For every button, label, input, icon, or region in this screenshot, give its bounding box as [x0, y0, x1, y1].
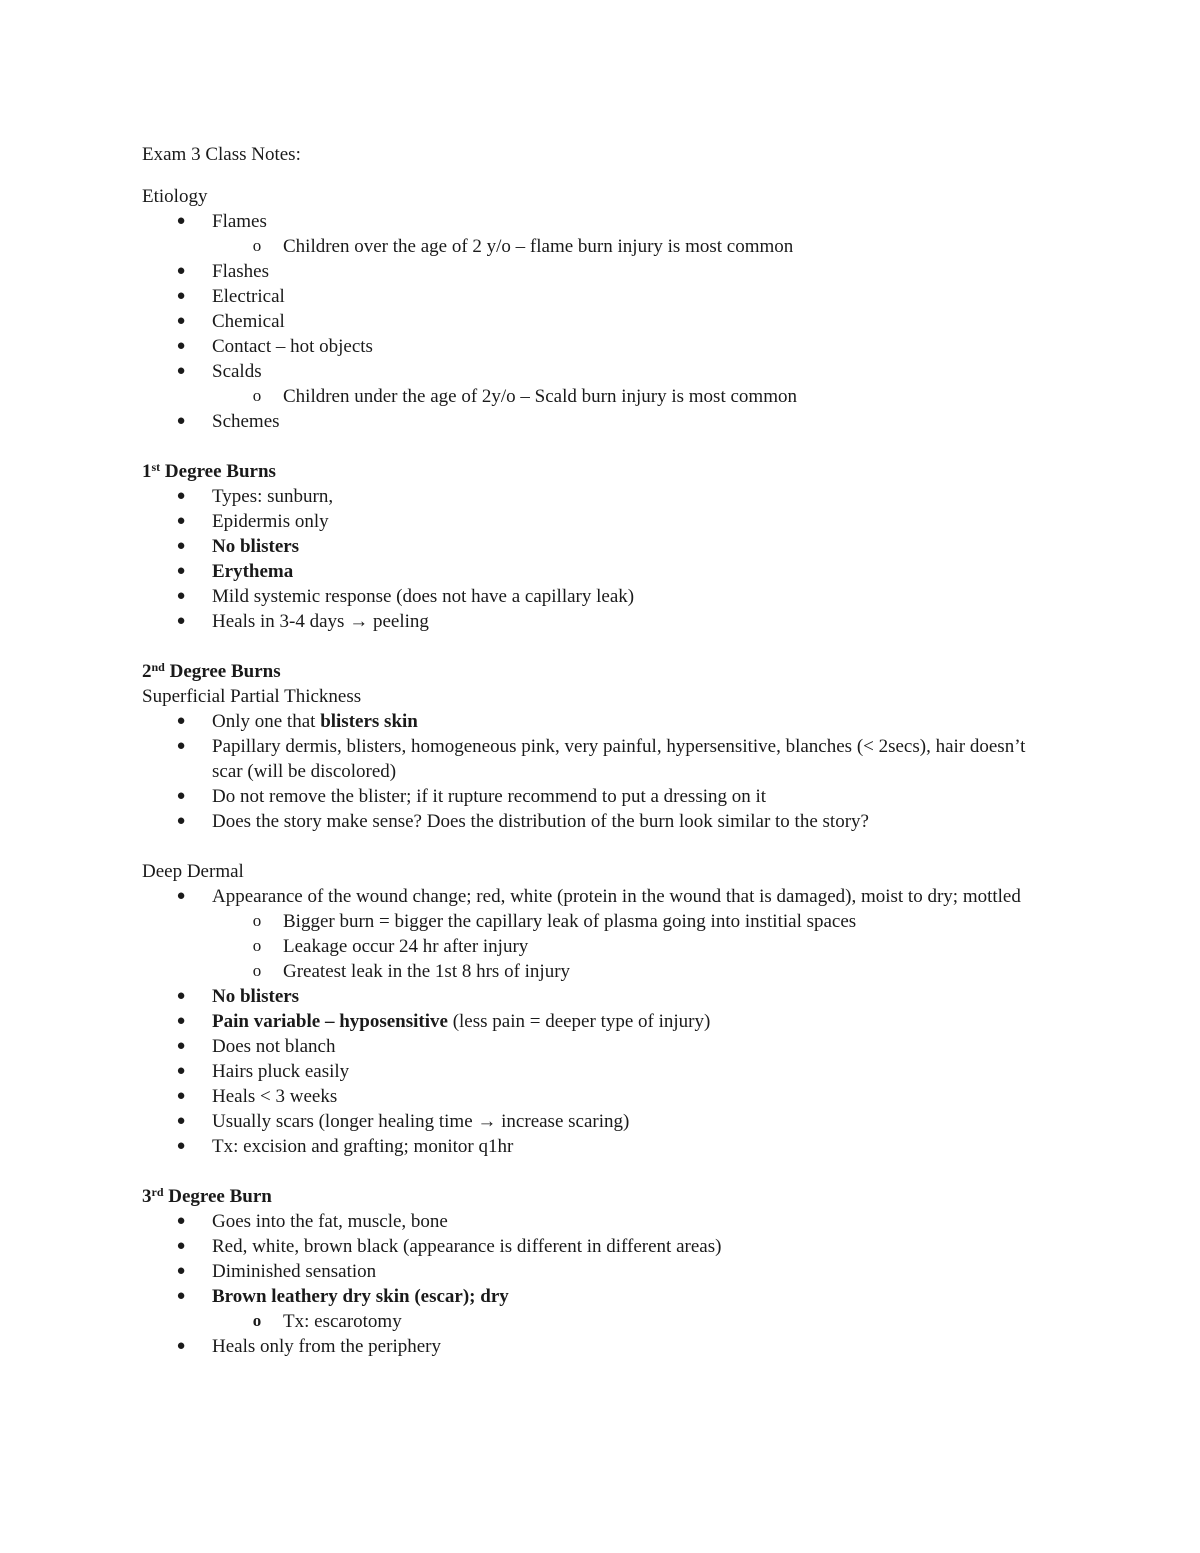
bullet-icon: ● [176, 813, 186, 829]
circle-bullet-icon: o [252, 911, 262, 930]
circle-bullet-icon: o [252, 936, 262, 955]
list-item: ● Brown leathery dry skin (escar); dry [176, 1286, 509, 1307]
list-item: ● Heals < 3 weeks [176, 1086, 338, 1107]
etiology-list [142, 209, 1042, 434]
list-item: ● No blisters [176, 536, 300, 557]
list-item: ● Tx: excision and grafting; monitor q1hr [176, 1136, 514, 1157]
bullet-icon: ● [176, 1088, 186, 1104]
sub-list-item: o Tx: escarotomy [142, 1309, 1042, 1334]
sub-list-item: o Greatest leak in the 1st 8 hrs of injury [142, 959, 1042, 984]
list-item: ● Schemes [176, 411, 280, 432]
list-item: ● Only one that blisters skin [176, 711, 418, 732]
circle-bullet-icon: o [252, 961, 262, 980]
list-item: ● Heals in 3-4 days → peeling [176, 611, 429, 632]
bullet-icon: ● [176, 788, 186, 804]
list-item: ● Types: sunburn, [176, 486, 334, 507]
bullet-icon: ● [176, 588, 186, 604]
list-item: ● Flames [176, 211, 267, 232]
bullet-icon: ● [176, 213, 186, 229]
list-item: ● Hairs pluck easily [176, 1061, 350, 1082]
list-item: ● Erythema [176, 561, 294, 582]
bullet-icon: ● [176, 513, 186, 529]
list-item: ● No blisters [176, 986, 300, 1007]
list-item: ● Red, white, brown black (appearance is different in different areas) [176, 1236, 722, 1257]
sub-list-item: o Bigger burn = bigger the capillary leak of plasma going into institial spaces [142, 909, 1042, 934]
list-item: ● Appearance of the wound change; red, white (protein in the wound that is damaged), moist to dry; mottled [176, 886, 1021, 907]
list-item: ● Mild systemic response (does not have a capillary leak) [176, 586, 635, 607]
bullet-icon: ● [176, 613, 186, 629]
document-page [142, 142, 1042, 1359]
bullet-icon: ● [176, 338, 186, 354]
list-item: ● Scalds [176, 361, 262, 382]
list-item: ● Goes into the fat, muscle, bone [176, 1211, 448, 1232]
bullet-icon: ● [176, 988, 186, 1004]
list-item: ● Epidermis only [176, 511, 329, 532]
bullet-icon: ● [176, 563, 186, 579]
bullet-icon: ● [176, 1063, 186, 1079]
circle-bullet-icon: o [252, 386, 262, 405]
list-item: ● Does not blanch [176, 1036, 336, 1057]
bullet-icon: ● [176, 1113, 186, 1129]
list-item: ● Usually scars (longer healing time → increase scaring) [176, 1111, 630, 1132]
bullet-icon: ● [176, 1238, 186, 1254]
arrow-right-icon: → [349, 611, 369, 632]
spacer [142, 634, 1042, 659]
bullet-icon: ● [176, 1213, 186, 1229]
bullet-icon: ● [176, 363, 186, 379]
first-degree-heading: 1st Degree Burns [142, 460, 276, 482]
superficial-heading: Superficial Partial Thickness [142, 686, 362, 707]
list-item: ● Does the story make sense? Does the distribution of the burn look similar to the story? [176, 811, 869, 832]
sub-list-item: o Children over the age of 2 y/o – flame burn injury is most common [142, 234, 1042, 259]
bullet-icon: ● [176, 1138, 186, 1154]
deep-dermal-heading: Deep Dermal [142, 861, 244, 882]
list-item: ● Do not remove the blister; if it rupture recommend to put a dressing on it [176, 786, 767, 807]
bullet-icon: ● [176, 1338, 186, 1354]
third-degree-list [142, 1209, 1042, 1359]
sub-list-item: o Children under the age of 2y/o – Scald burn injury is most common [142, 384, 1042, 409]
deep-dermal-list [142, 884, 1042, 1159]
spacer [142, 434, 1042, 459]
list-item: ● Papillary dermis, blisters, homogeneous pink, very painful, hypersensitive, blanches (< 2secs), hair doesn’t scar (will be discolored) [176, 736, 1026, 782]
list-item: ● Chemical [176, 311, 285, 332]
spacer [142, 834, 1042, 859]
bullet-icon: ● [176, 538, 186, 554]
circle-bullet-icon: o [252, 236, 262, 255]
bullet-icon: ● [176, 413, 186, 429]
second-degree-heading: 2nd Degree Burns [142, 660, 281, 682]
bullet-icon: ● [176, 488, 186, 504]
first-degree-list [142, 484, 1042, 634]
bullet-icon: ● [176, 1288, 186, 1304]
bullet-icon: ● [176, 888, 186, 904]
etiology-heading: Etiology [142, 186, 208, 207]
bullet-icon: ● [176, 738, 186, 754]
bullet-icon: ● [176, 313, 186, 329]
bullet-icon: ● [176, 263, 186, 279]
bullet-icon: ● [176, 1038, 186, 1054]
list-item: ● Heals only from the periphery [176, 1336, 441, 1357]
bullet-icon: ● [176, 1013, 186, 1029]
sub-list-item: o Leakage occur 24 hr after injury [142, 934, 1042, 959]
bullet-icon: ● [176, 713, 186, 729]
arrow-right-icon: → [477, 1111, 497, 1132]
bullet-icon: ● [176, 288, 186, 304]
third-degree-heading: 3rd Degree Burn [142, 1185, 272, 1207]
list-item: ● Pain variable – hyposensitive (less pain = deeper type of injury) [176, 1011, 711, 1032]
list-item: ● Contact – hot objects [176, 336, 373, 357]
list-item: ● Flashes [176, 261, 269, 282]
superficial-list [142, 709, 1042, 834]
list-item: ● Electrical [176, 286, 285, 307]
circle-bullet-icon: o [252, 1311, 262, 1330]
spacer [142, 1159, 1042, 1184]
list-item: ● Diminished sensation [176, 1261, 377, 1282]
document-title: Exam 3 Class Notes: [142, 144, 301, 165]
bullet-icon: ● [176, 1263, 186, 1279]
